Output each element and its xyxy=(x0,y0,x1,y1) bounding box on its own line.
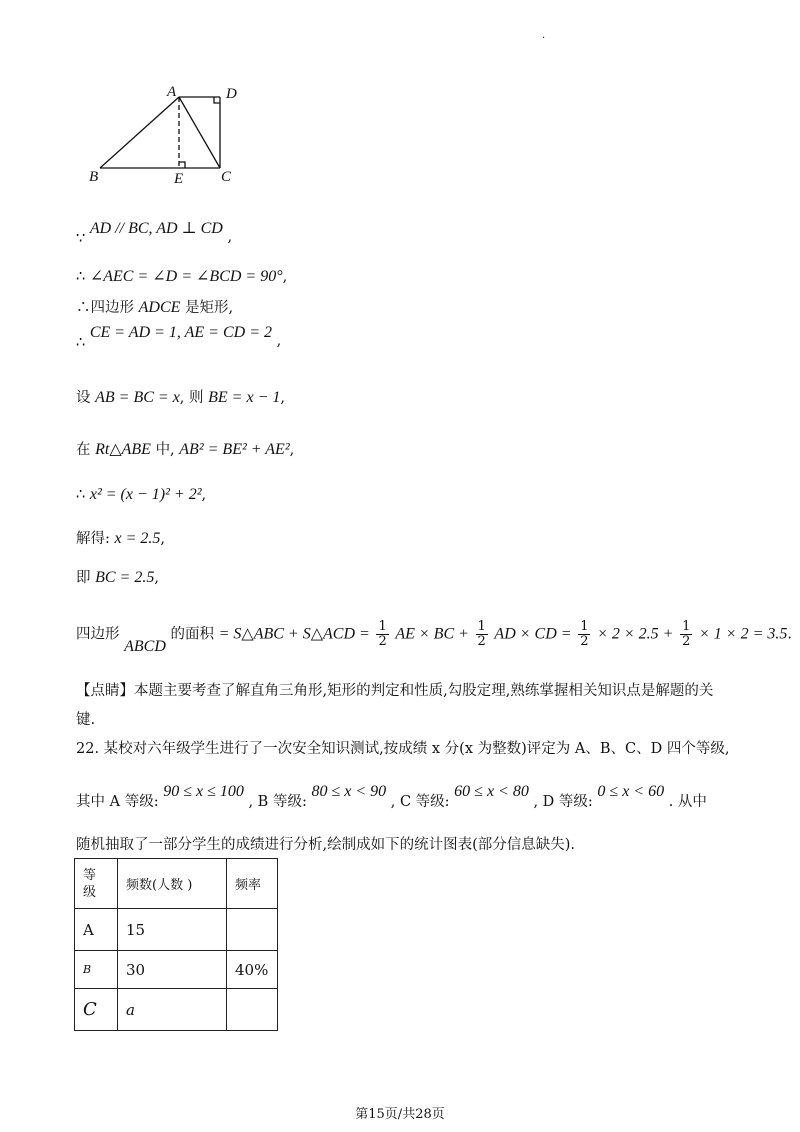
table-row: C a xyxy=(75,989,278,1031)
table-header-row xyxy=(75,859,278,909)
proof-line-7: ∴ x² = (x − 1)² + 2², xyxy=(76,486,207,503)
grade-table xyxy=(74,858,278,1031)
segment-ac xyxy=(179,97,220,168)
right-angle-mark-d xyxy=(214,97,220,103)
trapezoid-figure xyxy=(80,80,340,190)
stray-dot: . xyxy=(542,30,546,41)
label-a: A xyxy=(167,84,177,100)
proof-line-1: ∵ AD // BC, AD ⊥ CD , xyxy=(76,220,233,247)
header-rate: 频率 xyxy=(227,859,278,909)
proof-line-4: ∴ CE = AD = 1, AE = CD = 2 , xyxy=(76,324,282,351)
fraction-half: $\frac{1}{2}$ xyxy=(682,619,691,649)
right-angle-mark-e xyxy=(179,162,185,168)
question-22-line-1: 22. 某校对六年级学生进行了一次安全知识测试,按成绩 x 分(x 为整数)评定为 A、B、C、D 四个等级, xyxy=(76,741,730,757)
fraction-half: $\frac{1}{2}$ xyxy=(378,619,387,649)
question-22-line-2: 其中 A 等级: 90 ≤ x ≤ 100 , B 等级: 80 ≤ x < 90 , C 等级: 60 ≤ x < 80 , D 等级: 0 ≤ x < 60 . 从中 xyxy=(76,783,707,810)
proof-line-10: 四边形 ABCD 的面积 = S△ABC + S△ACD = $\frac{1}{2}$ AE × BC + $\frac{1}{2}$ AD × CD = $\frac{1}{2}$ × 2 × 2.5 + $\frac{1}{2}$ × 1 × 2 = 3.5. xyxy=(76,619,792,655)
table-row: A 15 xyxy=(75,909,278,951)
label-d: D xyxy=(226,86,237,102)
comment-line-1: 【点睛】本题主要考查了解直角三角形,矩形的判定和性质,勾股定理,熟练掌握相关知识点是解题的关 xyxy=(76,683,714,699)
fraction-half: $\frac{1}{2}$ xyxy=(580,619,589,649)
table-row: B 30 40% xyxy=(75,951,278,989)
proof-line-9: 即 BC = 2.5, xyxy=(76,569,159,586)
question-22-line-3: 随机抽取了一部分学生的成绩进行分析,绘制成如下的统计图表(部分信息缺失). xyxy=(76,837,576,853)
fraction-half: $\frac{1}{2}$ xyxy=(477,619,486,649)
label-c: C xyxy=(221,169,232,185)
proof-line-6: 在 Rt△ABE 中, AB² = BE² + AE², xyxy=(76,441,295,458)
proof-line-5: 设 AB = BC = x, 则 BE = x − 1, xyxy=(76,389,285,406)
header-frequency: 频数(人数 ) xyxy=(118,859,227,909)
label-e: E xyxy=(174,171,184,187)
header-grade: 等 级 xyxy=(75,859,118,909)
proof-line-8: 解得: x = 2.5, xyxy=(76,530,166,547)
proof-line-3: ∴四边形 ADCE 是矩形, xyxy=(76,299,234,316)
page-footer: 第15页/共28页 xyxy=(355,1107,445,1122)
proof-line-2: ∴ ∠AEC = ∠D = ∠BCD = 90°, xyxy=(76,268,288,285)
label-b: B xyxy=(89,169,99,185)
comment-line-2: 键. xyxy=(76,712,96,728)
segment-ab xyxy=(100,97,179,168)
